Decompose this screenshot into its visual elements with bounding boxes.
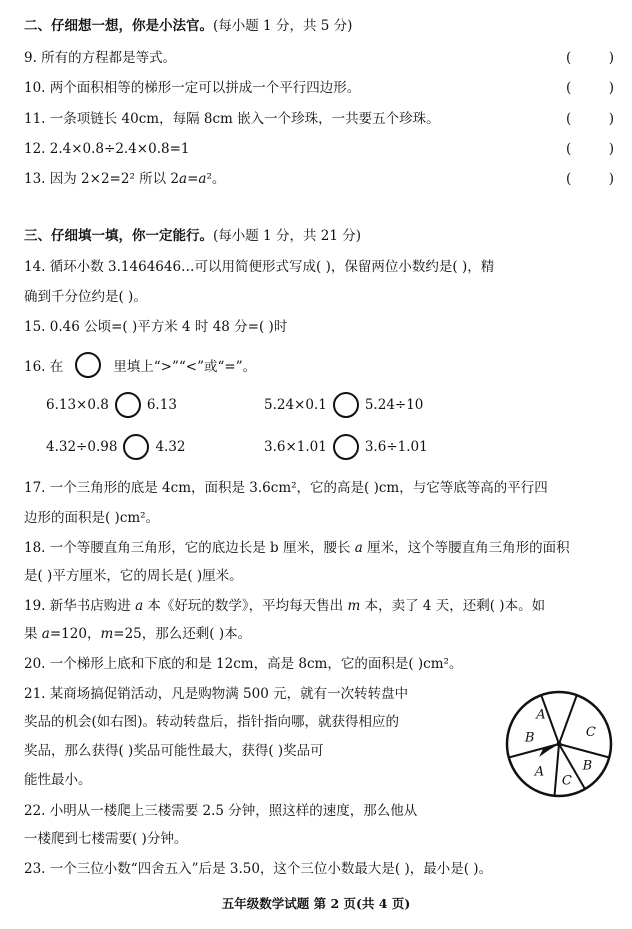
answer-blank-10[interactable]: ( ) <box>566 80 614 96</box>
wheel-label-4: C <box>561 773 572 789</box>
question-21-line-2: 奖品的机会(如右图)。转动转盘后，指针指向哪，就获得相应的 <box>24 714 400 730</box>
question-14-line-1: 14. 循环小数 3.1464646…可以用简便形式写成( )，保留两位小数约是( )，精 <box>24 259 495 275</box>
wheel-label-1: A <box>536 707 546 723</box>
answer-blank-9[interactable]: ( ) <box>566 50 614 66</box>
question-18-line-2: 是( )平方厘米，它的周长是( )厘米。 <box>24 568 243 584</box>
compare-circle-4[interactable] <box>333 434 359 460</box>
wheel-label-5: A <box>534 764 545 780</box>
compare-circle-2[interactable] <box>333 392 359 418</box>
question-10: 10. 两个面积相等的梯形一定可以拼成一个平行四边形。 <box>24 80 361 96</box>
answer-blank-13[interactable]: ( ) <box>566 171 614 187</box>
compare-item-2: 5.24×0.1 5.24÷10 <box>264 392 423 418</box>
question-19-line-1: 19. 新华书店购进 a 本《好玩的数学》，平均每天售出 m 本，卖了 4 天，还剩( )本。如 <box>24 598 546 614</box>
section-3-title: 三、仔细填一填，你一定能行。 <box>24 228 213 244</box>
compare-item-4: 3.6×1.01 3.6÷1.01 <box>264 434 428 460</box>
section-2-note: (每小题 1 分，共 5 分) <box>213 18 353 34</box>
compare-circle-1[interactable] <box>115 392 141 418</box>
section-2-heading <box>24 17 352 35</box>
question-21-line-3: 奖品，那么获得( )奖品可能性最大，获得( )奖品可 <box>24 743 324 759</box>
question-17-line-2: 边形的面积是( )cm²。 <box>24 510 160 526</box>
wheel-label-2: C <box>585 724 596 740</box>
section-3-note: (每小题 1 分，共 21 分) <box>213 228 361 244</box>
question-9: 9. 所有的方程都是等式。 <box>24 50 177 66</box>
question-22-line-1: 22. 小明从一楼爬上三楼需要 2.5 分钟，照这样的速度，那么他从 <box>24 803 418 819</box>
page-footer: 五年级数学试题 第 2 页(共 4 页) <box>221 896 411 911</box>
circle-icon <box>75 352 101 378</box>
question-12: 12. 2.4×0.8÷2.4×0.8=1 <box>24 141 190 157</box>
section-3-heading <box>24 227 361 245</box>
question-22-line-2: 一楼爬到七楼需要( )分钟。 <box>24 831 188 847</box>
question-21-line-4: 能性最小。 <box>24 772 92 788</box>
section-2-title: 二、仔细想一想，你是小法官。 <box>24 18 213 34</box>
spinner-wheel <box>503 688 615 800</box>
answer-blank-11[interactable]: ( ) <box>566 111 614 127</box>
compare-item-1: 6.13×0.8 6.13 <box>46 392 177 418</box>
question-13: 13. 因为 2×2=2² 所以 2a=a²。 <box>24 171 226 187</box>
question-21-line-1: 21. 某商场搞促销活动，凡是购物满 500 元，就有一次转转盘中 <box>24 686 409 702</box>
compare-item-3: 4.32÷0.98 4.32 <box>46 434 186 460</box>
question-14-line-2: 确到千分位约是( )。 <box>24 289 147 305</box>
answer-blank-12[interactable]: ( ) <box>566 141 614 157</box>
question-20: 20. 一个梯形上底和下底的和是 12cm，高是 8cm，它的面积是( )cm²。 <box>24 656 463 672</box>
question-23: 23. 一个三位小数“四舍五入”后是 3.50，这个三位小数最大是( )，最小是( )。 <box>24 861 493 877</box>
compare-circle-3[interactable] <box>123 434 149 460</box>
question-11: 11. 一条项链长 40cm，每隔 8cm 嵌入一个珍珠，一共要五个珍珠。 <box>24 111 440 127</box>
question-15: 15. 0.46 公顷=( )平方米 4 时 48 分=( )时 <box>24 319 288 335</box>
wheel-label-3: B <box>582 758 593 774</box>
question-17-line-1: 17. 一个三角形的底是 4cm，面积是 3.6cm²，它的高是( )cm，与它等底等高的平行四 <box>24 480 548 496</box>
question-19-line-2: 果 a=120，m=25，那么还剩( )本。 <box>24 626 252 642</box>
question-18-line-1: 18. 一个等腰直角三角形，它的底边长是 b 厘米，腰长 a 厘米，这个等腰直角三角形的面积 <box>24 540 570 556</box>
wheel-label-6: B <box>524 730 535 746</box>
question-16-intro: 16. 在 里填上“>”“<”或“=”。 <box>24 352 256 378</box>
